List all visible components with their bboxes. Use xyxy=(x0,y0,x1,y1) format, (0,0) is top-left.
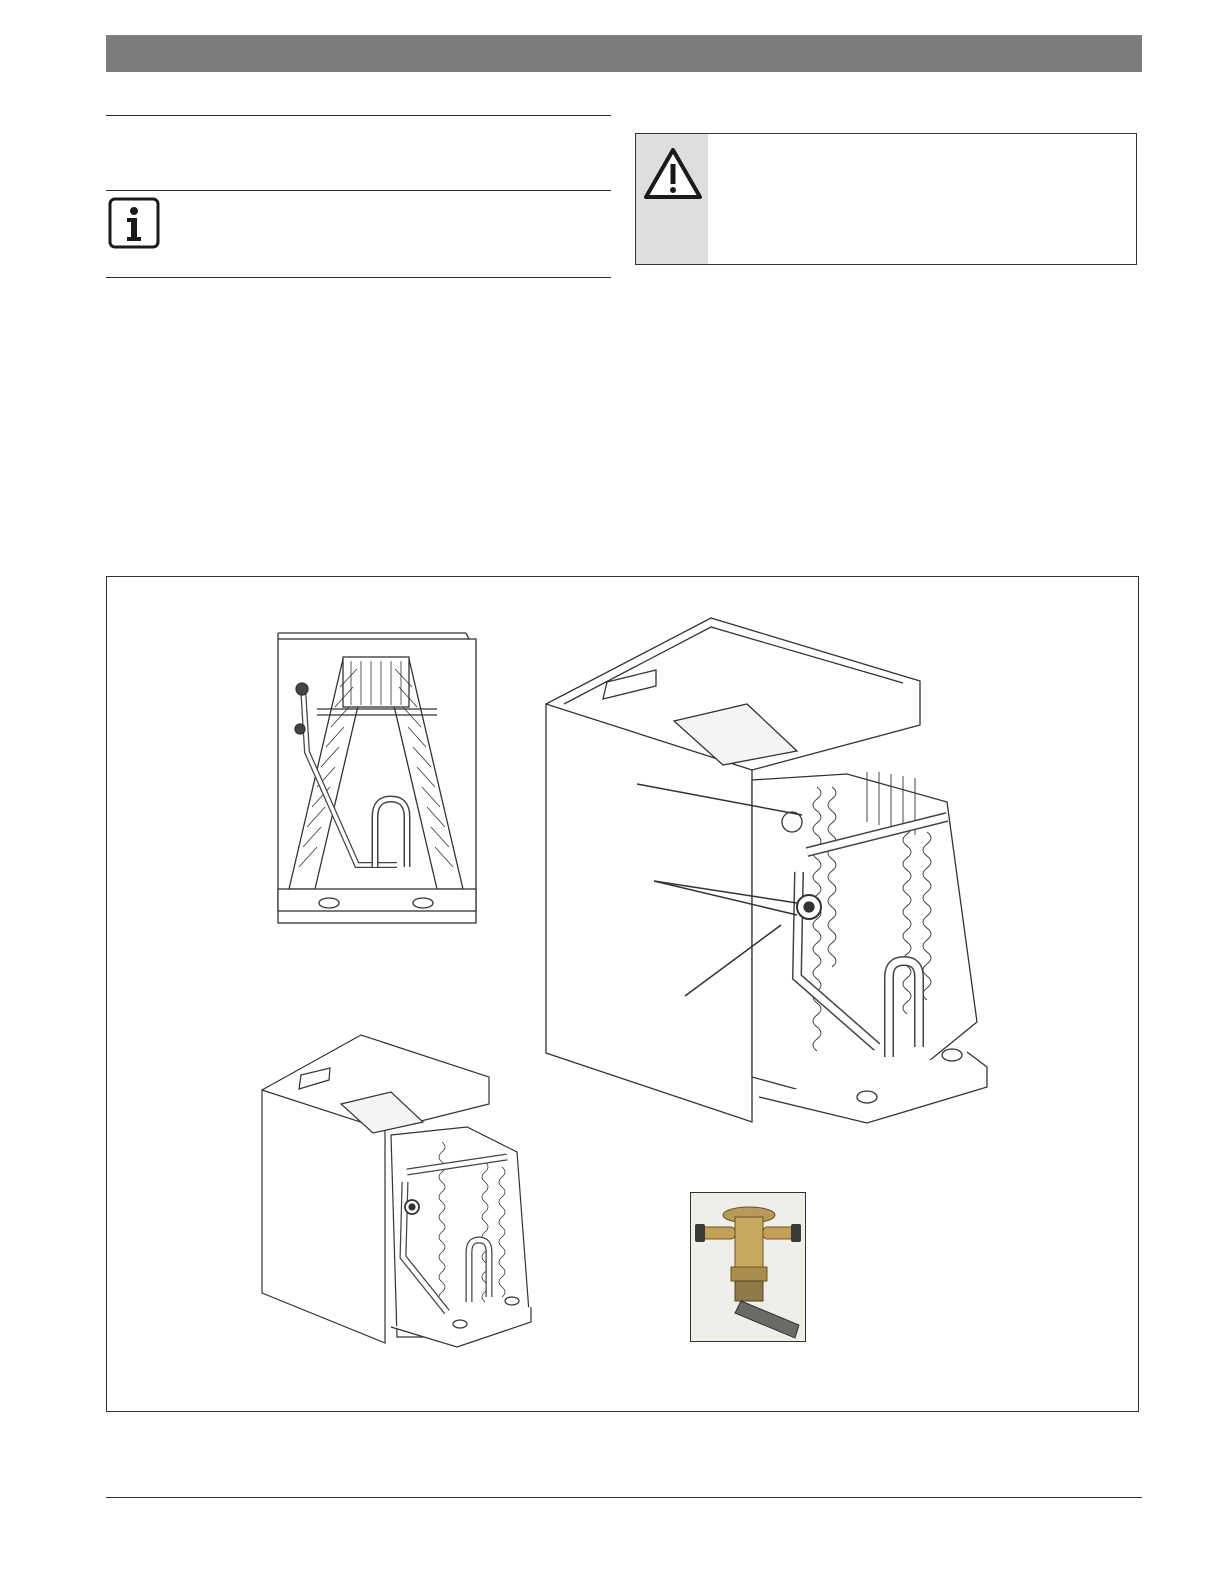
section-rule-info-top xyxy=(106,190,611,191)
txv-valve-icon xyxy=(691,1193,806,1342)
footer-rule xyxy=(106,1497,1142,1498)
section-rule-top xyxy=(106,115,611,116)
info-icon xyxy=(108,197,160,249)
warning-box xyxy=(635,133,1137,265)
section-rule-info-bottom xyxy=(106,277,611,278)
coil-illustrations xyxy=(107,577,1140,1413)
isometric-view-large xyxy=(546,618,987,1123)
figure-panel xyxy=(106,576,1139,1412)
isometric-view-small xyxy=(262,1035,531,1347)
header-bar xyxy=(106,35,1142,72)
front-view-coil xyxy=(278,633,476,923)
warning-triangle-icon xyxy=(642,146,704,202)
expansion-valve-photo xyxy=(690,1192,806,1342)
